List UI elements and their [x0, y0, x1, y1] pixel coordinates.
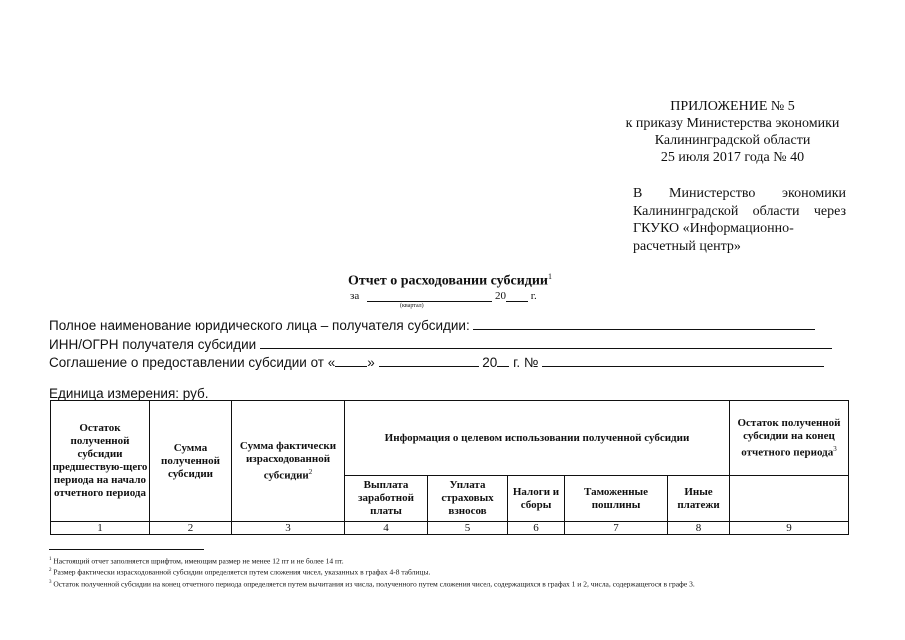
footnote: [49, 555, 849, 567]
unit-of-measure: Единица измерения: руб.: [49, 386, 209, 401]
header-received-amount: Сумма полученной субсидии: [150, 401, 232, 522]
addressee-line: В Министерство экономики: [633, 186, 846, 201]
column-number: 5: [428, 522, 508, 535]
header-usage-group: Информация о целевом использовании полученной субсидии: [345, 401, 730, 476]
inn-row: [49, 335, 832, 352]
footnote: [49, 566, 849, 578]
agreement-number-label: г. №: [513, 355, 539, 370]
header-closing-balance-empty: [730, 476, 849, 522]
footnote-mark: 3: [49, 580, 52, 585]
column-number: 7: [565, 522, 668, 535]
footnote-mark: 1: [49, 557, 52, 562]
table-row: [51, 522, 849, 535]
appendix-region: Калининградской области: [654, 133, 811, 148]
appendix-header: [600, 98, 865, 166]
agreement-year-field[interactable]: [497, 353, 509, 367]
subsidy-report-table: [50, 400, 849, 535]
agreement-row: [49, 353, 824, 370]
column-number: 4: [345, 522, 428, 535]
agreement-day-field[interactable]: [335, 353, 367, 367]
quarter-caption: (квартал): [400, 303, 424, 309]
appendix-number: ПРИЛОЖЕНИЕ № 5: [670, 99, 795, 114]
agreement-day-close: »: [367, 355, 375, 370]
column-number: 9: [730, 522, 849, 535]
footnote-text: Настоящий отчет заполняется шрифтом, имеющим размер не менее 12 пт и не более 14 пт.: [53, 556, 344, 566]
footnote-mark: 1: [547, 272, 552, 281]
period-prefix: за: [350, 290, 360, 302]
appendix-order-ref: к приказу Министерства экономики: [625, 116, 840, 131]
org-name-field[interactable]: [473, 316, 815, 330]
report-title-text: Отчет о расходовании субсидии: [348, 273, 548, 289]
quarter-field[interactable]: [367, 290, 492, 302]
footnote-mark: 2: [308, 467, 313, 476]
column-number: 6: [508, 522, 565, 535]
header-opening-balance: Остаток полученной субсидии предшествую-щего периода на начало отчетного периода: [51, 401, 150, 522]
addressee-block: [633, 185, 846, 255]
addressee-line: ГКУКО «Информационно-: [633, 221, 794, 236]
org-name-label: Полное наименование юридического лица – получателя субсидии:: [49, 318, 470, 333]
footnote-divider: [49, 549, 204, 550]
header-taxes: Налоги и сборы: [508, 476, 565, 522]
header-customs: Таможенные пошлины: [565, 476, 668, 522]
header-insurance: Уплата страховых взносов: [428, 476, 508, 522]
header-closing-balance: [730, 401, 849, 476]
column-number: 2: [150, 522, 232, 535]
addressee-line: расчетный центр»: [633, 238, 741, 254]
agreement-number-field[interactable]: [542, 353, 824, 367]
agreement-year-prefix: 20: [482, 355, 498, 370]
addressee-line: Калининградской области через: [633, 203, 846, 219]
header-spent-amount: [232, 401, 345, 522]
footnote-mark: 2: [49, 568, 52, 573]
header-spent-amount-text: Сумма фактически израсходованной субсидии: [239, 439, 337, 482]
year-field[interactable]: [506, 290, 528, 302]
appendix-date: 25 июля 2017 года № 40: [660, 150, 805, 165]
period-year-prefix: 20: [494, 290, 506, 302]
footnote-text: Остаток полученной субсидии на конец отчетного периода определяется путем вычитания из числа, полученного путем сложения чисел, содержащихся в графах 1 и 2, числа, содержащегося в графе 3.: [53, 579, 695, 589]
column-number: 1: [51, 522, 150, 535]
header-closing-balance-text: Остаток полученной субсидии на конец отчетного периода: [737, 416, 841, 459]
agreement-month-field[interactable]: [379, 353, 479, 367]
inn-label: ИНН/ОГРН получателя субсидии: [49, 337, 257, 352]
period-suffix: г.: [530, 290, 537, 302]
footnote-mark: 3: [833, 444, 837, 453]
report-title: [300, 272, 600, 290]
column-number: 3: [232, 522, 345, 535]
column-number: 8: [668, 522, 730, 535]
footnote: [49, 578, 849, 590]
org-name-row: [49, 316, 815, 333]
agreement-label: Соглашение о предоставлении субсидии от «: [49, 355, 336, 370]
inn-field[interactable]: [260, 335, 832, 349]
header-salary: Выплата заработной платы: [345, 476, 428, 522]
footnote-text: Размер фактически израсходованной субсидии определяется путем сложения чисел, указанных в графах 4-8 таблицы.: [53, 567, 431, 577]
report-period: [350, 290, 537, 302]
header-other-payments: Иные платежи: [668, 476, 730, 522]
